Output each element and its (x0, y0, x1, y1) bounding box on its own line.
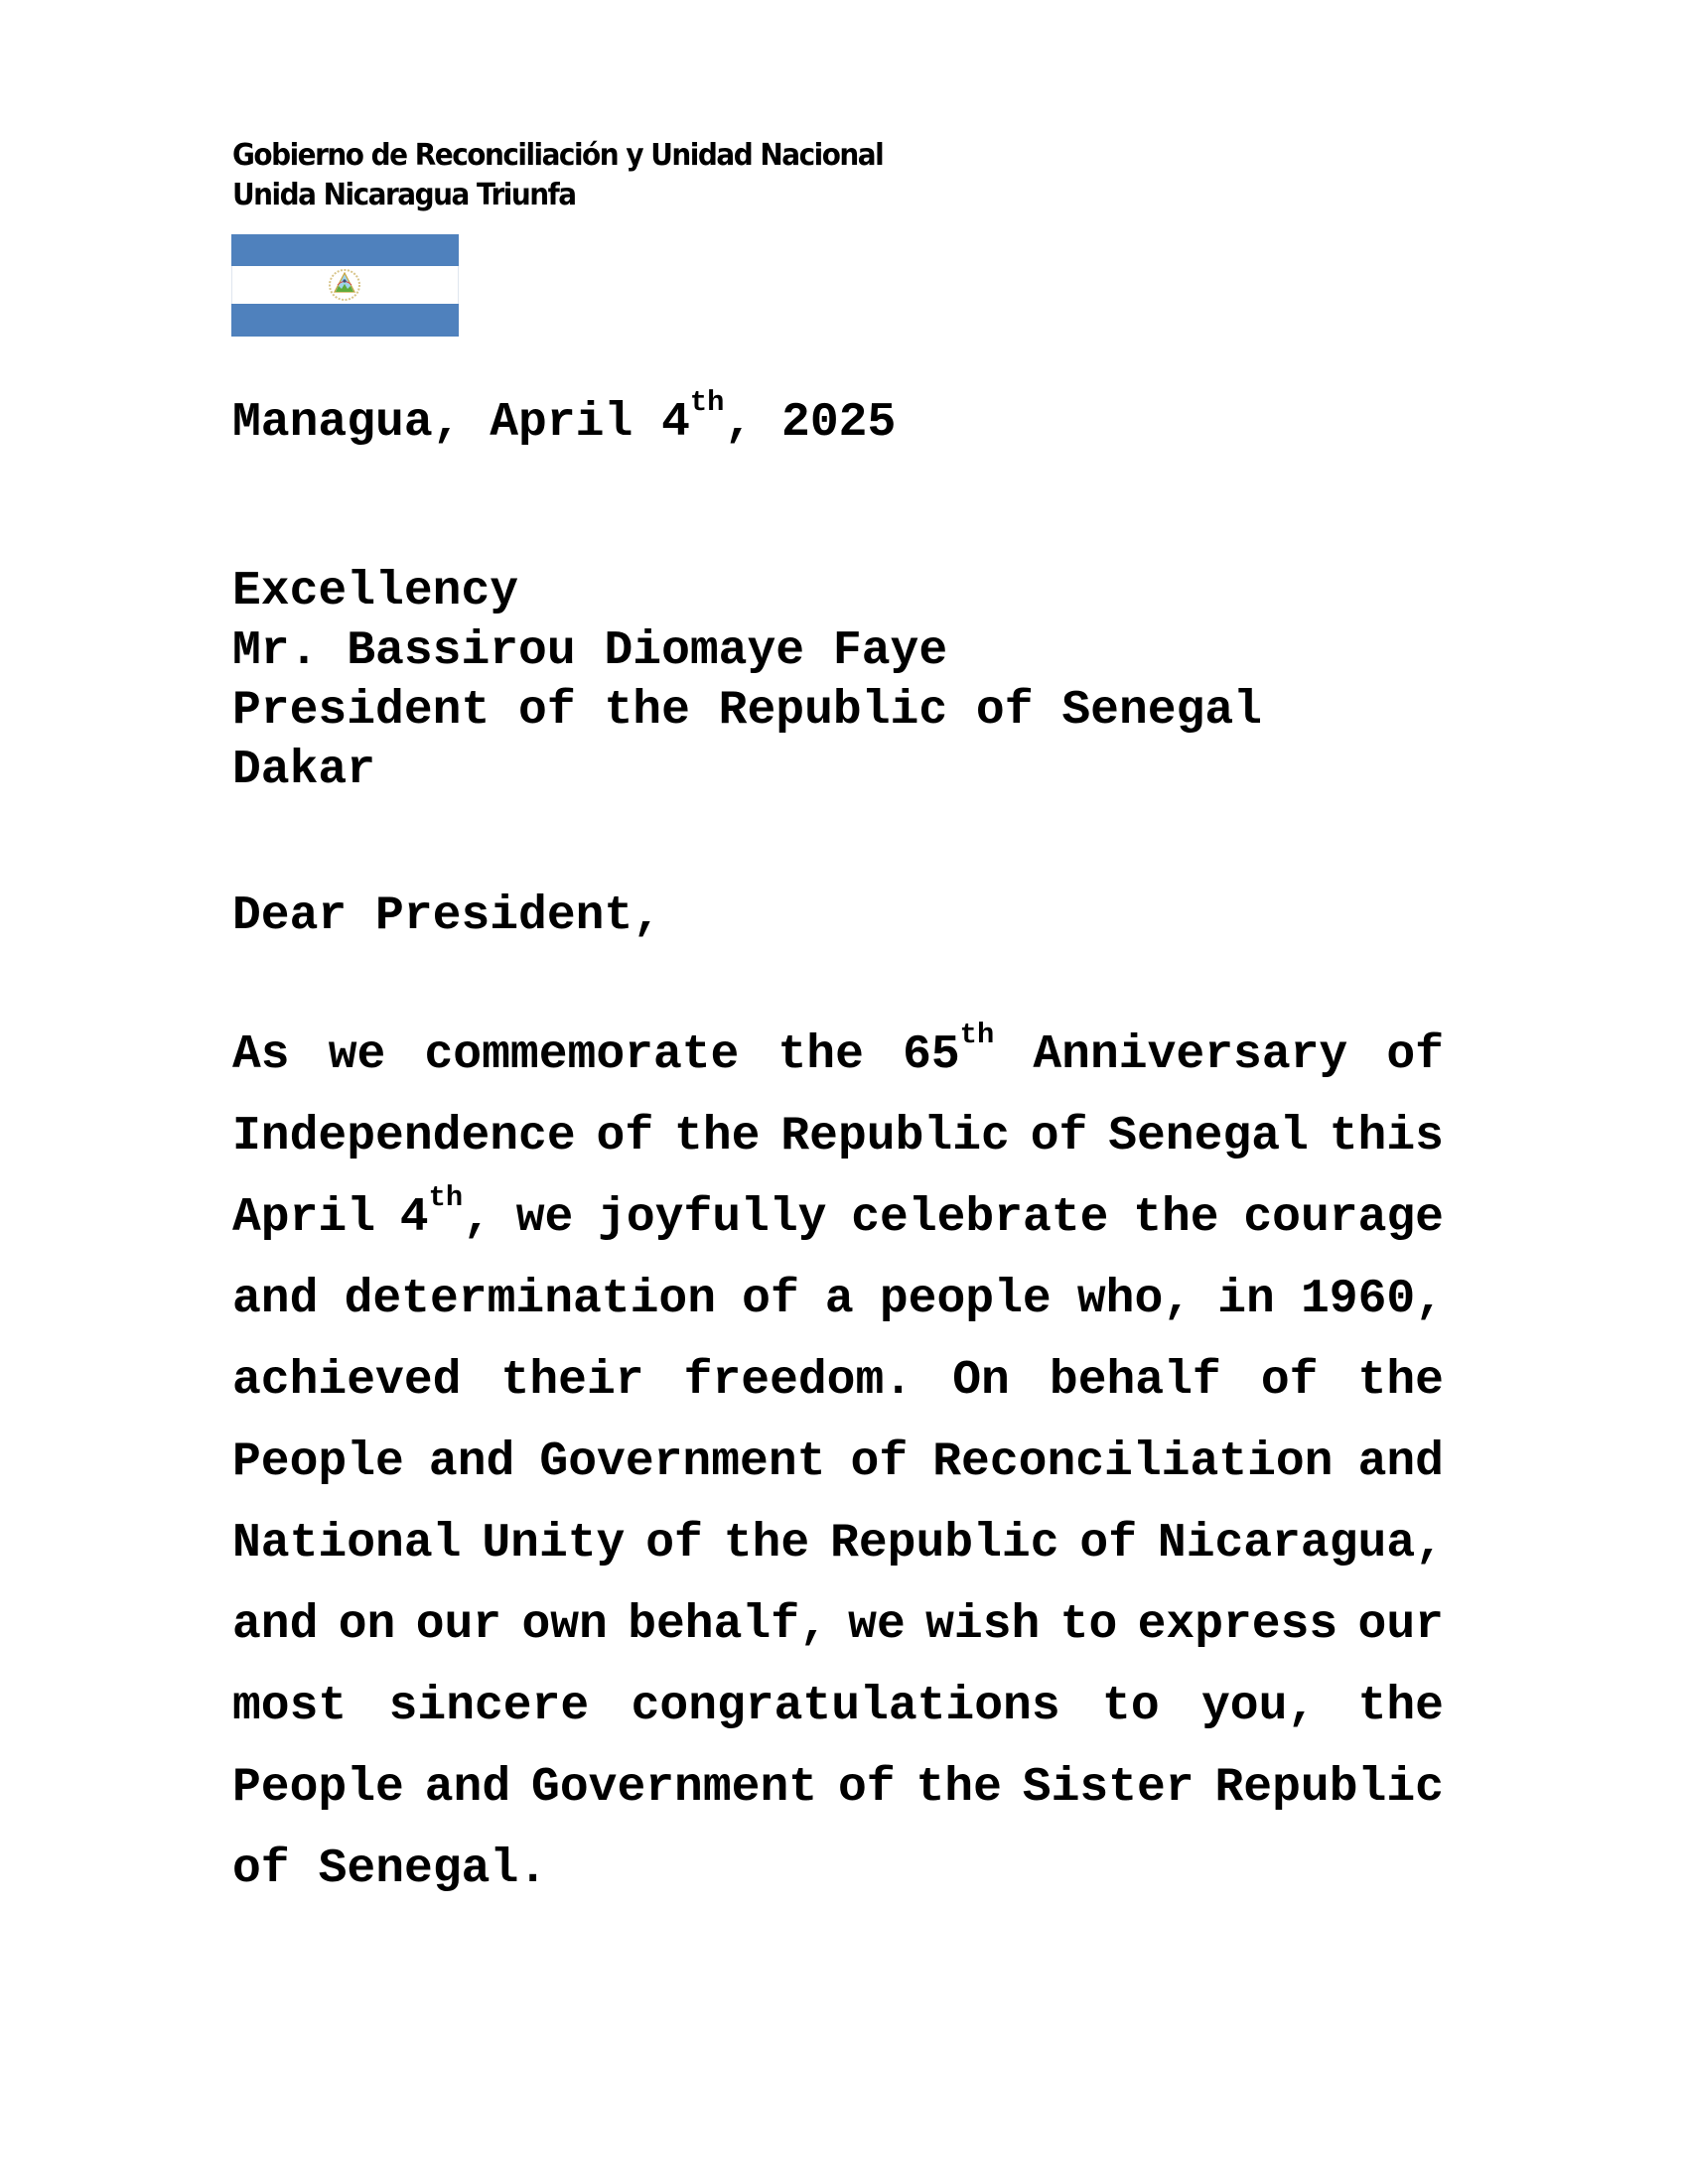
body-word: their (500, 1354, 644, 1408)
coat-of-arms-icon (327, 267, 362, 303)
body-word: and (232, 1273, 319, 1326)
body-word: National (232, 1517, 462, 1570)
body-word: Senegal (1108, 1110, 1309, 1163)
body-line (232, 1679, 1444, 1760)
body-word: congratulations (631, 1680, 1060, 1733)
body-word: you, (1200, 1680, 1317, 1733)
body-word: our (1357, 1598, 1444, 1652)
body-word: this (1329, 1110, 1444, 1163)
body-word: Anniversary (1033, 1028, 1348, 1082)
body-word: People (232, 1435, 404, 1489)
body-word: a (824, 1273, 854, 1326)
body-word: to (1102, 1680, 1160, 1733)
flag-top-band (231, 234, 459, 266)
body-word: in (1217, 1273, 1275, 1326)
body-word: the (777, 1028, 864, 1082)
body-word: wish (925, 1598, 1041, 1652)
body-word: the (1133, 1191, 1219, 1245)
addressee-block (232, 562, 1262, 800)
addressee-name: Mr. Bassirou Diomaye Faye (232, 624, 948, 678)
body-word: As (232, 1028, 290, 1082)
body-word: freedom. (683, 1354, 914, 1408)
body-word: we (328, 1028, 386, 1082)
body-word: joyfully (598, 1191, 827, 1245)
body-word: who, (1076, 1273, 1193, 1326)
body-word: the (1357, 1354, 1444, 1408)
body-word: Nicaragua, (1157, 1517, 1444, 1570)
body-word: behalf (1049, 1354, 1221, 1408)
body-word: of (1030, 1110, 1088, 1163)
body-line (232, 1434, 1444, 1516)
body-word: determination (344, 1273, 717, 1326)
body-word: and (232, 1598, 319, 1652)
letterhead-motto: Unida Nicaragua Triunfa (232, 178, 576, 212)
body-word: of (742, 1273, 799, 1326)
body-line (232, 1019, 1444, 1109)
body-word: Reconciliation (932, 1435, 1334, 1489)
body-word: express (1137, 1598, 1338, 1652)
date-year: , 2025 (724, 396, 897, 450)
salutation: Dear President, (232, 889, 662, 943)
body-line (232, 1272, 1444, 1353)
body-word: Sister (1022, 1761, 1195, 1815)
body-word: courage (1243, 1191, 1444, 1245)
body-word: of (1260, 1354, 1319, 1408)
body-word: the (674, 1110, 761, 1163)
letter-body-paragraph (232, 1019, 1444, 1923)
body-word: of (1386, 1028, 1444, 1082)
date-ordinal: th (689, 386, 725, 419)
flag-bottom-band (231, 304, 459, 337)
body-word: of (837, 1761, 896, 1815)
body-line (232, 1109, 1444, 1190)
addressee-title: President of the Republic of Senegal (232, 684, 1262, 738)
body-word: Unity (482, 1517, 626, 1570)
body-line (232, 1760, 1444, 1842)
body-line (232, 1842, 1444, 1923)
body-word: the (1357, 1680, 1444, 1733)
body-word: and (428, 1435, 515, 1489)
body-word: 1960, (1300, 1273, 1444, 1326)
body-word: Republic (830, 1517, 1059, 1570)
letter-date (232, 386, 897, 451)
body-word: we (515, 1191, 574, 1245)
addressee-city: Dakar (232, 744, 376, 797)
body-word: 4th, (399, 1181, 492, 1245)
body-word: People (232, 1761, 404, 1815)
body-word: commemorate (424, 1028, 740, 1082)
body-word: celebrate (851, 1191, 1109, 1245)
body-word: 65th (903, 1019, 995, 1082)
body-word: of (596, 1110, 654, 1163)
body-word: our (415, 1598, 502, 1652)
body-word: Republic (780, 1110, 1010, 1163)
body-word: to (1059, 1598, 1118, 1652)
body-word: Independence (232, 1110, 576, 1163)
body-line (232, 1353, 1444, 1434)
letterhead (232, 136, 883, 215)
body-word: behalf, (628, 1598, 828, 1652)
body-word: on (338, 1598, 396, 1652)
body-line (232, 1597, 1444, 1679)
body-word: the (723, 1517, 810, 1570)
body-word: of (1079, 1517, 1137, 1570)
body-word: Government (531, 1761, 818, 1815)
body-word: On (952, 1354, 1010, 1408)
body-line (232, 1516, 1444, 1597)
body-word: of (645, 1517, 703, 1570)
body-word: sincere (388, 1680, 590, 1733)
body-word: own (521, 1598, 608, 1652)
body-word: people (879, 1273, 1052, 1326)
body-line (232, 1181, 1444, 1272)
addressee-honorific: Excellency (232, 565, 519, 618)
body-word: Senegal. (318, 1843, 548, 1896)
body-word: achieved (232, 1354, 462, 1408)
body-word: and (424, 1761, 511, 1815)
body-word: the (915, 1761, 1002, 1815)
letterhead-government-name: Gobierno de Reconciliación y Unidad Nacional (232, 138, 884, 173)
date-text: Managua, April 4 (232, 396, 690, 450)
body-word: of (232, 1843, 290, 1896)
body-word: we (848, 1598, 906, 1652)
body-word: of (850, 1435, 909, 1489)
body-word: most (232, 1680, 348, 1733)
body-word: Government (539, 1435, 826, 1489)
nicaragua-flag-icon (231, 234, 459, 337)
body-word: Republic (1214, 1761, 1444, 1815)
body-word: and (1357, 1435, 1444, 1489)
body-word: April (232, 1191, 376, 1245)
